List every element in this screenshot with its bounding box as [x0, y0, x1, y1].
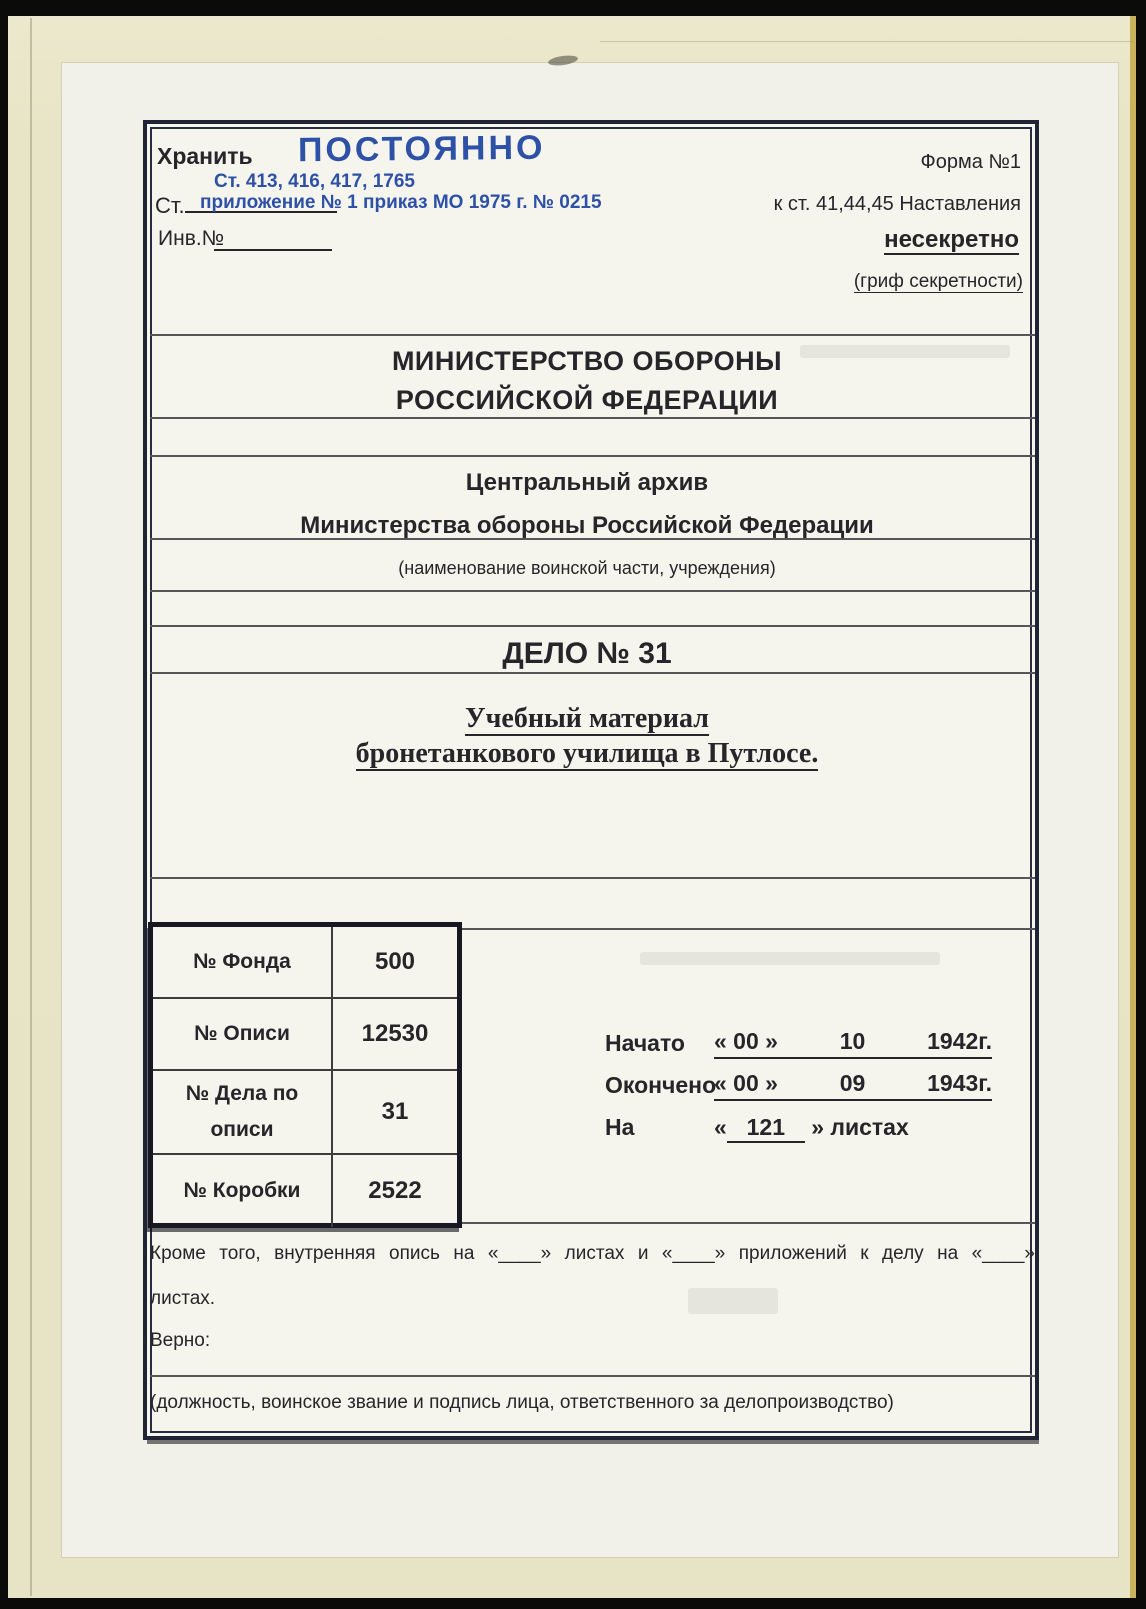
paper-edge-strip — [1130, 16, 1136, 1598]
form-rule — [150, 417, 1035, 419]
sheets-label: На — [605, 1114, 635, 1140]
annex-stamp: приложение № 1 приказ МО 1975 г. № 0215 — [200, 192, 602, 213]
form-rule — [150, 877, 1035, 879]
unit-name-caption: (наименование воинской части, учреждения) — [398, 558, 776, 578]
inventory-label: Инв.№ — [158, 227, 225, 250]
form-rule — [150, 455, 1035, 457]
finished-label: Окончено — [605, 1072, 717, 1098]
form-rule — [150, 334, 1035, 336]
korobka-label: № Коробки — [183, 1179, 301, 1203]
started-month: 10 — [839, 1028, 866, 1054]
permanent-stamp: ПОСТОЯННО — [297, 128, 546, 170]
korobka-value: 2522 — [368, 1177, 422, 1204]
articles-stamp: Ст. 413, 416, 417, 1765 — [214, 171, 415, 192]
ministry-title-line2: РОССИЙСКОЙ ФЕДЕРАЦИИ — [395, 385, 779, 415]
article-label: Ст. — [155, 193, 185, 218]
sheets-count-line — [714, 1114, 909, 1143]
fond-value: 500 — [374, 948, 416, 975]
started-day: « 00 » — [714, 1028, 778, 1054]
case-title: ДЕЛО № 31 — [502, 637, 672, 670]
fond-label: № Фонда — [193, 950, 291, 974]
form-rule — [150, 672, 1035, 674]
table-row — [153, 1155, 457, 1227]
finished-month: 09 — [839, 1070, 866, 1096]
ministry-title-line1: МИНИСТЕРСТВО ОБОРОНЫ — [391, 346, 783, 376]
started-label: Начато — [605, 1030, 685, 1056]
signature-caption: (должность, воинское звание и подпись лица, ответственного за делопроизводство) — [150, 1392, 894, 1413]
sheets-open-quote: « — [714, 1114, 727, 1140]
case-subject-line1: Учебный материал — [465, 703, 709, 734]
archive-name-line2: Министерства обороны Российской Федерации — [300, 512, 874, 539]
case-subject-line2: бронетанкового училища в Путлосе. — [355, 738, 819, 769]
certified-label: Верно: — [150, 1330, 211, 1351]
internal-inventory-note-line1: Кроме того, внутренняя опись на «____» листах и «____» приложений к делу на «____» — [150, 1243, 1035, 1264]
reference-table — [148, 922, 462, 1228]
form-number: Форма №1 — [920, 151, 1021, 173]
manual-reference: к ст. 41,44,45 Наставления — [773, 193, 1021, 215]
keep-label: Хранить — [157, 143, 253, 169]
bleed-through-mark — [640, 952, 940, 965]
form-frame — [143, 120, 1039, 1440]
opis-value: 12530 — [361, 1020, 429, 1047]
form-rule — [150, 625, 1035, 627]
sheets-close: » листах — [811, 1114, 909, 1140]
secrecy-caption: (гриф секретности) — [853, 271, 1023, 292]
paper-seam — [600, 41, 1134, 42]
finished-year: 1943г. — [927, 1070, 992, 1096]
archive-name-line1: Центральный архив — [465, 469, 709, 496]
table-row — [153, 1071, 457, 1155]
started-date-line — [714, 1028, 992, 1059]
internal-inventory-note-line2: листах. — [150, 1288, 216, 1309]
opis-label: № Описи — [194, 1022, 290, 1046]
form-frame-inner-border — [150, 127, 1032, 1433]
started-year: 1942г. — [927, 1028, 992, 1054]
form-rule — [150, 590, 1035, 592]
bleed-through-mark — [688, 1288, 778, 1314]
table-row — [153, 927, 457, 999]
delo-value: 31 — [381, 1098, 409, 1125]
secrecy-text: несекретно — [884, 226, 1019, 253]
delo-label: № Дела по описи — [185, 1082, 299, 1141]
form-rule — [150, 1375, 1035, 1377]
secrecy-stamp — [143, 226, 1031, 254]
table-row — [153, 999, 457, 1071]
finished-date-line — [714, 1070, 992, 1101]
cover-crease — [30, 18, 32, 1596]
finished-day: « 00 » — [714, 1070, 778, 1096]
sheets-count-value: 121 — [727, 1114, 805, 1143]
